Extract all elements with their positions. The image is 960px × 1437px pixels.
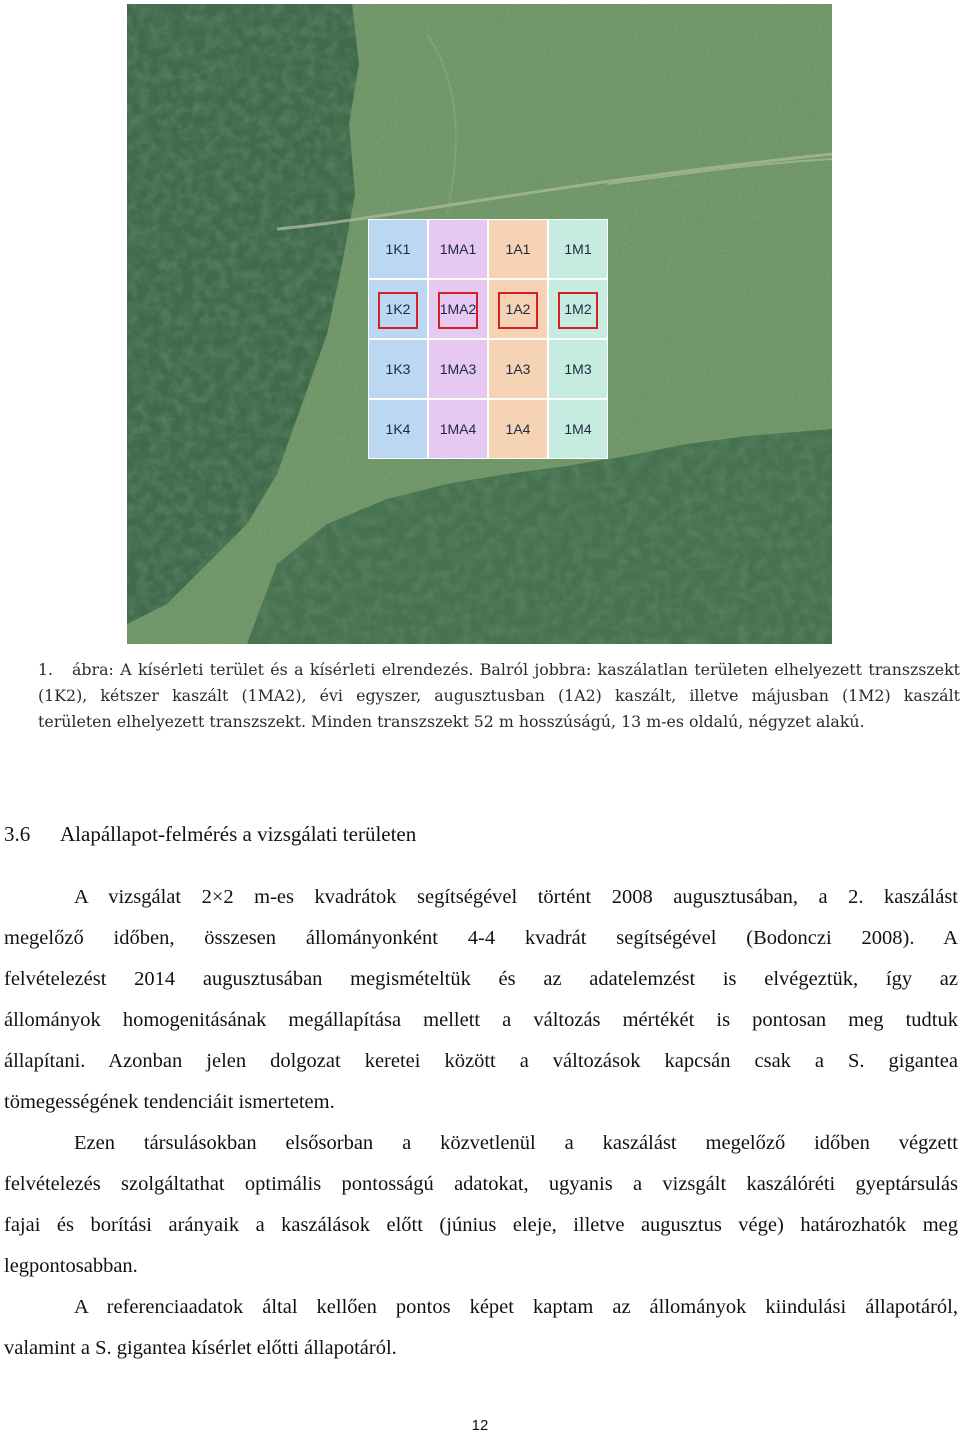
plot-cell-transect: 1M2 [548,279,608,339]
paragraph-line: tömegességének tendenciáit ismertetem. [4,1091,335,1113]
paragraph-line: legpontosabban. [4,1255,138,1277]
caption-text [38,657,960,735]
paragraph-line: A vizsgálat 2×2 m-es kvadrátok segítségével történt 2008 augusztusában, a 2. kaszálást [74,886,958,908]
plot-cell: 1K3 [368,339,428,399]
caption-line: (1K2), kétszer kaszált (1MA2), évi egyszer, augusztusban (1A2) kaszált, illetve májusban (1M2) kaszált [38,686,960,705]
paragraph [4,877,958,1123]
section-title: Alapállapot-felmérés a vizsgálati területen [60,822,417,846]
plot-cell: 1MA3 [428,339,488,399]
plot-cell: 1A1 [488,219,548,279]
caption-number: 1. [38,660,54,679]
body-text [4,877,958,1369]
paragraph-line: felvételezést 2014 augusztusában megismételtük és az adatelemzést is elvégeztük, így az [4,968,958,990]
section-heading [4,822,416,847]
plot-cell: 1K4 [368,399,428,459]
plot-grid [368,219,608,459]
plot-cell-transect: 1K2 [368,279,428,339]
caption-line: ábra: A kísérleti terület és a kísérleti elrendezés. Balról jobbra: kaszálatlan területen elhelyezett transzszekt [72,660,960,679]
paragraph-line: fajai és borítási arányaik a kaszálások előtt (június eleje, illetve augusztus vége) határozhatók meg [4,1214,958,1236]
page-number: 12 [471,1417,489,1434]
section-number: 3.6 [4,822,31,846]
plot-cell: 1M4 [548,399,608,459]
paragraph [4,1123,958,1287]
paragraph [4,1287,958,1369]
plot-cell: 1MA4 [428,399,488,459]
plot-cell-transect: 1A2 [488,279,548,339]
paragraph-line: Ezen társulásokban elsősorban a közvetlenül a kaszálást megelőző időben végzett [74,1132,958,1154]
paragraph-line: valamint a S. gigantea kísérlet előtti állapotáról. [4,1337,397,1359]
paragraph-line: állományok homogenitásának megállapítása mellett a változás mértékét is pontosan meg tudtuk [4,1009,958,1031]
plot-cell: 1A4 [488,399,548,459]
paragraph-line: megelőző időben, összesen állományonként 4-4 kvadrát segítségével (Bodonczi 2008). A [4,927,958,949]
paragraph-line: állapítani. Azonban jelen dolgozat keretei között a változások kapcsán csak a S. gigantea [4,1050,958,1072]
caption-line: területen elhelyezett transzszekt. Minden transzszekt 52 m hosszúságú, 13 m-es oldalú, négyzet alakú. [38,712,865,731]
plot-cell: 1A3 [488,339,548,399]
plot-cell: 1K1 [368,219,428,279]
plot-cell: 1MA1 [428,219,488,279]
figure-caption [38,657,960,735]
plot-cell: 1M1 [548,219,608,279]
paragraph-line: felvételezés szolgáltathat optimális pontosságú adatokat, ugyanis a vizsgált kaszálóréti gyeptársulás [4,1173,958,1195]
plot-cell-transect: 1MA2 [428,279,488,339]
paragraph-line: A referenciaadatok által kellően pontos képet kaptam az állományok kiindulási állapotáról, [74,1296,958,1318]
plot-cell: 1M3 [548,339,608,399]
